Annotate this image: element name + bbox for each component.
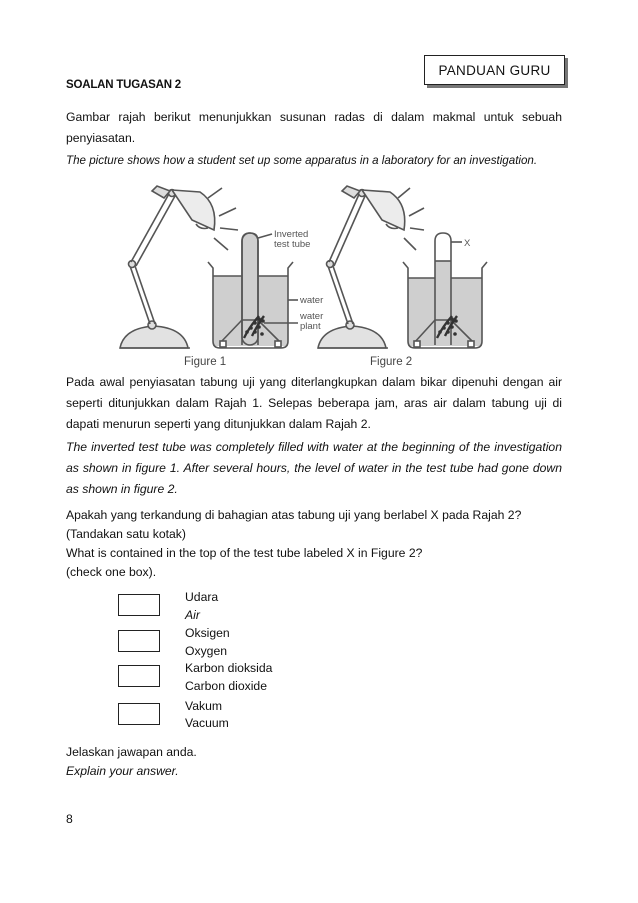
label-water-plant-1: water	[300, 311, 324, 322]
option-label-malay: Vakum	[185, 699, 223, 713]
label-water-plant-2: plant	[300, 321, 321, 332]
option-label-malay: Oksigen	[185, 626, 230, 640]
option-box-air[interactable]	[118, 594, 160, 616]
question-english: What is contained in the top of the test tube labeled X in Figure 2?	[66, 546, 423, 560]
question-malay: Apakah yang terkandung di bahagian atas tabung uji yang berlabel X pada Rajah 2?	[66, 508, 522, 522]
intro-english: The picture shows how a student set up some apparatus in a laboratory for an investigation.	[66, 154, 538, 167]
description-malay: Pada awal penyiasatan tabung uji yang diterlangkupkan dalam bikar dipenuhi dengan air seperti ditunjukkan dalam Rajah 1. Selepas beberapa jam, aras air dalam tabung uji di dapati menurun seperti yang ditunjukkan dalam Rajah 2.	[66, 375, 562, 431]
intro-malay: Gambar rajah berikut menunjukkan susunan radas di dalam makmal untuk sebuah penyiasatan.	[66, 110, 562, 145]
description-english: The inverted test tube was completely filled with water at the beginning of the investigation as shown in figure 1. After several hours, the level of water in the test tube had gone down as shown in figure 2.	[66, 440, 562, 496]
option-box-vacuum[interactable]	[118, 703, 160, 725]
page-number: 8	[66, 812, 73, 826]
explain-malay: Jelaskan jawapan anda.	[66, 745, 197, 759]
option-label-english: Carbon dioxide	[185, 679, 267, 693]
option-label-english: Air	[185, 608, 200, 622]
caption-figure-1: Figure 1	[184, 356, 227, 368]
beaker-1	[208, 233, 293, 348]
option-box-oxygen[interactable]	[118, 630, 160, 652]
option-label-malay: Karbon dioksida	[185, 661, 273, 675]
option-box-carbon-dioxide[interactable]	[118, 665, 160, 687]
instruction-malay: (Tandakan satu kotak)	[66, 527, 186, 541]
option-label-malay: Udara	[185, 590, 219, 604]
instruction-english: (check one box).	[66, 565, 157, 579]
label-x: X	[464, 238, 471, 249]
apparatus-figure	[112, 178, 492, 373]
label-test-tube: test tube	[274, 239, 311, 250]
label-inverted: Inverted	[274, 229, 309, 240]
caption-figure-2: Figure 2	[370, 356, 413, 368]
label-water: water	[300, 295, 324, 306]
option-label-english: Oxygen	[185, 644, 228, 658]
option-label-english: Vacuum	[185, 716, 229, 730]
task-heading: SOALAN TUGASAN 2	[66, 79, 182, 91]
explain-english: Explain your answer.	[66, 764, 179, 778]
teacher-guide-badge: PANDUAN GURU	[424, 55, 565, 85]
